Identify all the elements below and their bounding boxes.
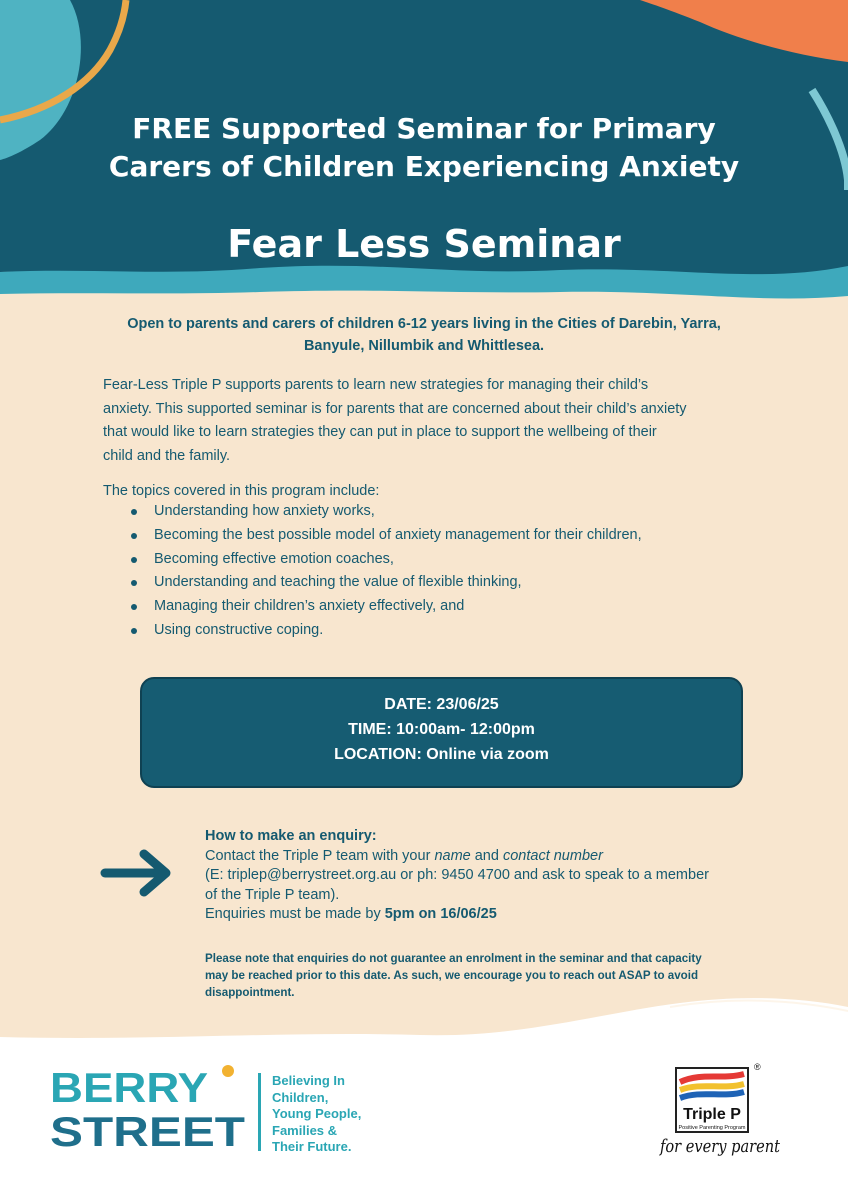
logo-sub: Positive Parenting Program [678,1125,746,1131]
enquiry-line: Contact the Triple P team with your name and contact number [205,847,603,864]
enquiry-section [205,827,765,925]
registered-mark: ® [754,1062,761,1072]
logo-slogan: for every parent [658,1136,781,1157]
topics-list [103,500,642,643]
logo-divider [258,1073,261,1151]
eligibility-line: Open to parents and carers of children 6-12 years living in the Cities of Darebin, Yarra, [127,316,721,332]
bullet-icon [131,628,137,634]
logo-person-head [222,1065,234,1077]
header-banner [0,0,848,300]
eligibility-line: Banyule, Nillumbik and Whittlesea. [303,338,545,354]
subtitle-line: FREE Supported Seminar for Primary [132,112,716,145]
program-description [103,374,753,468]
bullet-icon [131,580,137,586]
event-details-box [140,677,743,788]
enquiry-line: of the Triple P team). [205,886,340,903]
list-item: Managing their children’s anxiety effectively, and [103,595,642,619]
event-date: DATE: 23/06/25 [384,696,499,713]
arrow-right-icon [100,848,175,898]
bullet-icon [131,509,137,515]
seminar-title: Fear Less Seminar [227,222,621,266]
description-line: Fear-Less Triple P supports parents to learn new strategies for managing their child’s [103,377,649,393]
description-line: child and the family. [103,447,231,464]
subtitle-line: Carers of Children Experiencing Anxiety [108,150,740,183]
enquiry-heading: How to make an enquiry: [205,828,377,844]
description-line: that would like to learn strategies they can put in place to support the wellbeing of their [103,424,657,440]
contact-details: (E: triplep@berrystreet.org.au or ph: 9450 4700 and ask to speak to a member [205,867,709,883]
bullet-icon [131,557,137,563]
list-item: Understanding and teaching the value of flexible thinking, [103,571,642,595]
berry-street-tagline: Believing In Children, Young People, Families & Their Future. [272,1073,362,1154]
logo-word-berry: BERRY [50,1064,208,1111]
description-line: anxiety. This supported seminar is for parents that are concerned about their child’s anxiety [103,400,687,417]
list-item: Understanding how anxiety works, [103,500,642,524]
seminar-subtitle [0,110,848,186]
list-item: Becoming the best possible model of anxiety management for their children, [103,524,642,548]
topics-lead: The topics covered in this program include: [103,483,380,499]
triple-p-logo [652,1060,792,1160]
bullet-icon [131,533,137,539]
enrolment-note: Please note that enquiries do not guarantee an enrolment in the seminar and that capacity may be reached prior to this date. As such, we encourage you to reach out ASAP to avoid disappointment. [205,952,702,999]
logo-name: Triple P [683,1106,741,1123]
bullet-icon [131,604,137,610]
event-location: LOCATION: Online via zoom [334,746,549,763]
list-item: Using constructive coping. [103,619,642,643]
berry-street-logo [50,1064,260,1154]
enquiry-deadline: Enquiries must be made by 5pm on 16/06/25 [205,906,497,922]
eligibility-text [100,313,748,357]
logo-word-street: STREET [50,1108,246,1155]
event-time: TIME: 10:00am- 12:00pm [348,721,535,738]
list-item: Becoming effective emotion coaches, [103,548,642,572]
